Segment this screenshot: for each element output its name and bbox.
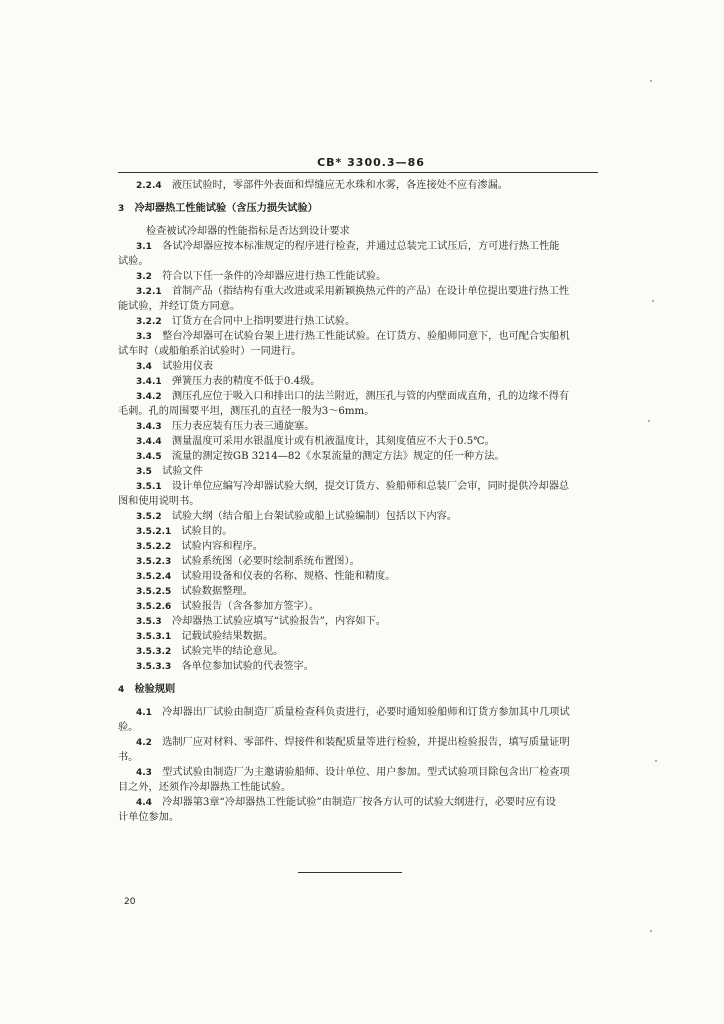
text-line xyxy=(118,419,598,434)
text-line xyxy=(118,629,598,644)
paragraph-gap xyxy=(118,193,598,201)
text-line xyxy=(118,780,598,795)
text-line xyxy=(118,705,598,720)
clause-number: 4.3 xyxy=(136,768,152,778)
clause-number: 3.5.1 xyxy=(136,482,162,492)
clause-text: 冷却器热工性能试验（含压力损失试验） xyxy=(134,202,318,214)
text-line xyxy=(118,750,598,765)
clause-text: 选制厂应对材料、零部件、焊接件和装配质量等进行检验，并提出检验报告，填写质量证明 xyxy=(162,737,570,748)
clause-text: 测压孔应位于吸入口和排出口的法兰附近，测压孔与管的内壁面成直角，孔的边缘不得有 xyxy=(171,391,570,402)
scan-speck xyxy=(650,80,652,82)
clause-text: 试车时（或船舶系泊试验时）一同进行。 xyxy=(118,346,302,357)
clause-text: 试验数据整理。 xyxy=(181,586,253,597)
text-line xyxy=(118,404,598,419)
text-line xyxy=(118,479,598,494)
clause-number: 3.4.3 xyxy=(136,422,162,432)
clause-text: 书。 xyxy=(118,752,139,763)
clause-number: 2.2.4 xyxy=(136,181,162,191)
text-line xyxy=(118,464,598,479)
clause-text: 冷却器出厂试验由制造厂质量检查科负责进行，必要时通知验船师和订货方参加其中几项试 xyxy=(162,707,570,718)
text-line xyxy=(118,735,598,750)
text-line xyxy=(118,254,598,269)
clause-text: 试验完毕的结论意见。 xyxy=(181,646,284,657)
text-line xyxy=(118,344,598,359)
text-line xyxy=(118,284,598,299)
clause-number: 3.4.5 xyxy=(136,452,162,462)
clause-text: 首制产品（指结构有重大改进或采用新颖换热元件的产品）在设计单位提出要进行热工性 xyxy=(171,286,570,297)
clause-number: 3.2.1 xyxy=(136,287,162,297)
scan-speck xyxy=(650,930,652,932)
text-line xyxy=(118,569,598,584)
clause-number: 3.5 xyxy=(136,467,152,477)
clause-number: 3.1 xyxy=(136,242,152,252)
text-line xyxy=(118,449,598,464)
scan-speck xyxy=(655,760,657,762)
clause-text: 符合以下任一条件的冷却器应进行热工性能试验。 xyxy=(162,271,387,282)
text-line xyxy=(118,554,598,569)
clause-number: 4.4 xyxy=(136,798,152,808)
clause-text: 验。 xyxy=(118,722,139,733)
text-line xyxy=(118,584,598,599)
section-heading xyxy=(118,682,598,697)
clause-number: 3.5.2 xyxy=(136,512,162,522)
clause-number: 3.5.3 xyxy=(136,617,162,627)
text-line xyxy=(118,614,598,629)
clause-text: 试验用仪表 xyxy=(162,361,214,372)
clause-number: 4.2 xyxy=(136,738,152,748)
scan-speck xyxy=(648,420,650,422)
clause-text: 能试验，并经订货方同意。 xyxy=(118,301,241,312)
clause-number: 3.2.2 xyxy=(136,317,162,327)
section-heading xyxy=(118,201,598,216)
clause-text: 试验报告（含各参加方签字）。 xyxy=(181,601,320,612)
clause-text: 试验目的。 xyxy=(181,526,233,537)
clause-text: 整台冷却器可在试验台架上进行热工性能试验。在订货方、验船师同意下，也可配合实船机 xyxy=(162,331,570,342)
clause-number: 4.1 xyxy=(136,708,152,718)
paragraph-gap xyxy=(118,697,598,705)
clause-number: 3.5.2.3 xyxy=(136,557,172,567)
clause-text: 试验。 xyxy=(118,256,149,267)
clause-number: 3.3 xyxy=(136,332,152,342)
text-line xyxy=(118,389,598,404)
clause-text: 试验内容和程序。 xyxy=(181,541,263,552)
text-line xyxy=(118,659,598,674)
clause-text: 目之外，还须作冷却器热工性能试验。 xyxy=(118,782,292,793)
clause-text: 订货方在合同中上指明要进行热工试验。 xyxy=(171,316,356,327)
text-line xyxy=(118,644,598,659)
clause-text: 各试冷却器应按本标准规定的程序进行检查，并通过总装完工试压后，方可进行热工性能 xyxy=(162,241,560,252)
text-line xyxy=(118,810,598,825)
end-rule xyxy=(298,872,402,873)
clause-text: 冷却器第3章“冷却器热工性能试验”由制造厂按各方认可的试验大纲进行，必要时应有设 xyxy=(162,797,556,808)
clause-text: 检查被试冷却器的性能指标是否达到设计要求 xyxy=(146,226,350,237)
text-line xyxy=(118,239,598,254)
clause-text: 试验系统图（必要时绘制系统布置图）。 xyxy=(181,556,360,567)
paragraph-gap xyxy=(118,216,598,224)
document-body xyxy=(118,178,598,825)
header-rule xyxy=(118,172,598,173)
text-line xyxy=(118,599,598,614)
clause-text: 记载试验结果数据。 xyxy=(181,631,274,642)
clause-text: 压力表应装有压力表三通旋塞。 xyxy=(171,421,315,432)
text-line xyxy=(118,434,598,449)
clause-number: 3 xyxy=(118,204,125,214)
clause-number: 3.5.2.1 xyxy=(136,527,172,537)
clause-text: 型式试验由制造厂为主邀请验船师、设计单位、用户参加。型式试验项目除包含出厂检查项 xyxy=(162,767,570,778)
clause-number: 4 xyxy=(118,685,125,695)
text-line xyxy=(118,720,598,735)
text-line xyxy=(118,178,598,193)
clause-number: 3.5.3.2 xyxy=(136,647,172,657)
standard-code: CB* 3300.3—86 xyxy=(317,156,425,169)
text-line xyxy=(118,269,598,284)
clause-number: 3.5.2.2 xyxy=(136,542,172,552)
clause-text: 液压试验时，零部件外表面和焊缝应无水珠和水雾，各连接处不应有渗漏。 xyxy=(171,180,508,191)
text-line xyxy=(118,539,598,554)
clause-number: 3.5.2.5 xyxy=(136,587,172,597)
text-line xyxy=(118,329,598,344)
clause-number: 3.5.2.4 xyxy=(136,572,172,582)
clause-text: 各单位参加试验的代表签字。 xyxy=(181,661,314,672)
text-line xyxy=(118,765,598,780)
text-line xyxy=(118,374,598,389)
text-line xyxy=(118,795,598,810)
clause-text: 计单位参加。 xyxy=(118,812,180,823)
clause-number: 3.2 xyxy=(136,272,152,282)
clause-number: 3.4.2 xyxy=(136,392,162,402)
page-number: 20 xyxy=(124,897,136,907)
clause-text: 图和使用说明书。 xyxy=(118,496,200,507)
clause-number: 3.5.2.6 xyxy=(136,602,172,612)
text-line xyxy=(118,314,598,329)
clause-text: 检验规则 xyxy=(134,683,176,695)
clause-text: 试验文件 xyxy=(162,466,203,477)
clause-text: 设计单位应编写冷却器试验大纲，提交订货方、验船师和总装厂会审，同时提供冷却器总 xyxy=(171,481,570,492)
paragraph-gap xyxy=(118,674,598,682)
clause-text: 毛刺。孔的周围要平坦，测压孔的直径一般为3～6mm。 xyxy=(118,406,375,417)
scan-speck xyxy=(652,300,654,302)
clause-number: 3.4.1 xyxy=(136,377,162,387)
text-line xyxy=(118,494,598,509)
text-line xyxy=(118,224,598,239)
clause-number: 3.5.3.1 xyxy=(136,632,172,642)
text-line xyxy=(118,359,598,374)
clause-number: 3.4 xyxy=(136,362,152,372)
clause-text: 流量的测定按GB 3214—82《水泵流量的测定方法》规定的任一种方法。 xyxy=(171,451,505,462)
text-line xyxy=(118,299,598,314)
text-line xyxy=(118,509,598,524)
clause-text: 冷却器热工试验应填写“试验报告”，内容如下。 xyxy=(171,616,386,627)
clause-number: 3.4.4 xyxy=(136,437,162,447)
clause-text: 试验大纲（结合船上台架试验或船上试验编制）包括以下内容。 xyxy=(171,511,458,522)
clause-text: 试验用设备和仪表的名称、规格、性能和精度。 xyxy=(181,571,396,582)
clause-text: 测量温度可采用水银温度计或有机液温度计，其刻度值应不大于0.5℃。 xyxy=(171,436,495,447)
text-line xyxy=(118,524,598,539)
clause-number: 3.5.3.3 xyxy=(136,662,172,672)
clause-text: 弹簧压力表的精度不低于0.4级。 xyxy=(171,376,321,387)
